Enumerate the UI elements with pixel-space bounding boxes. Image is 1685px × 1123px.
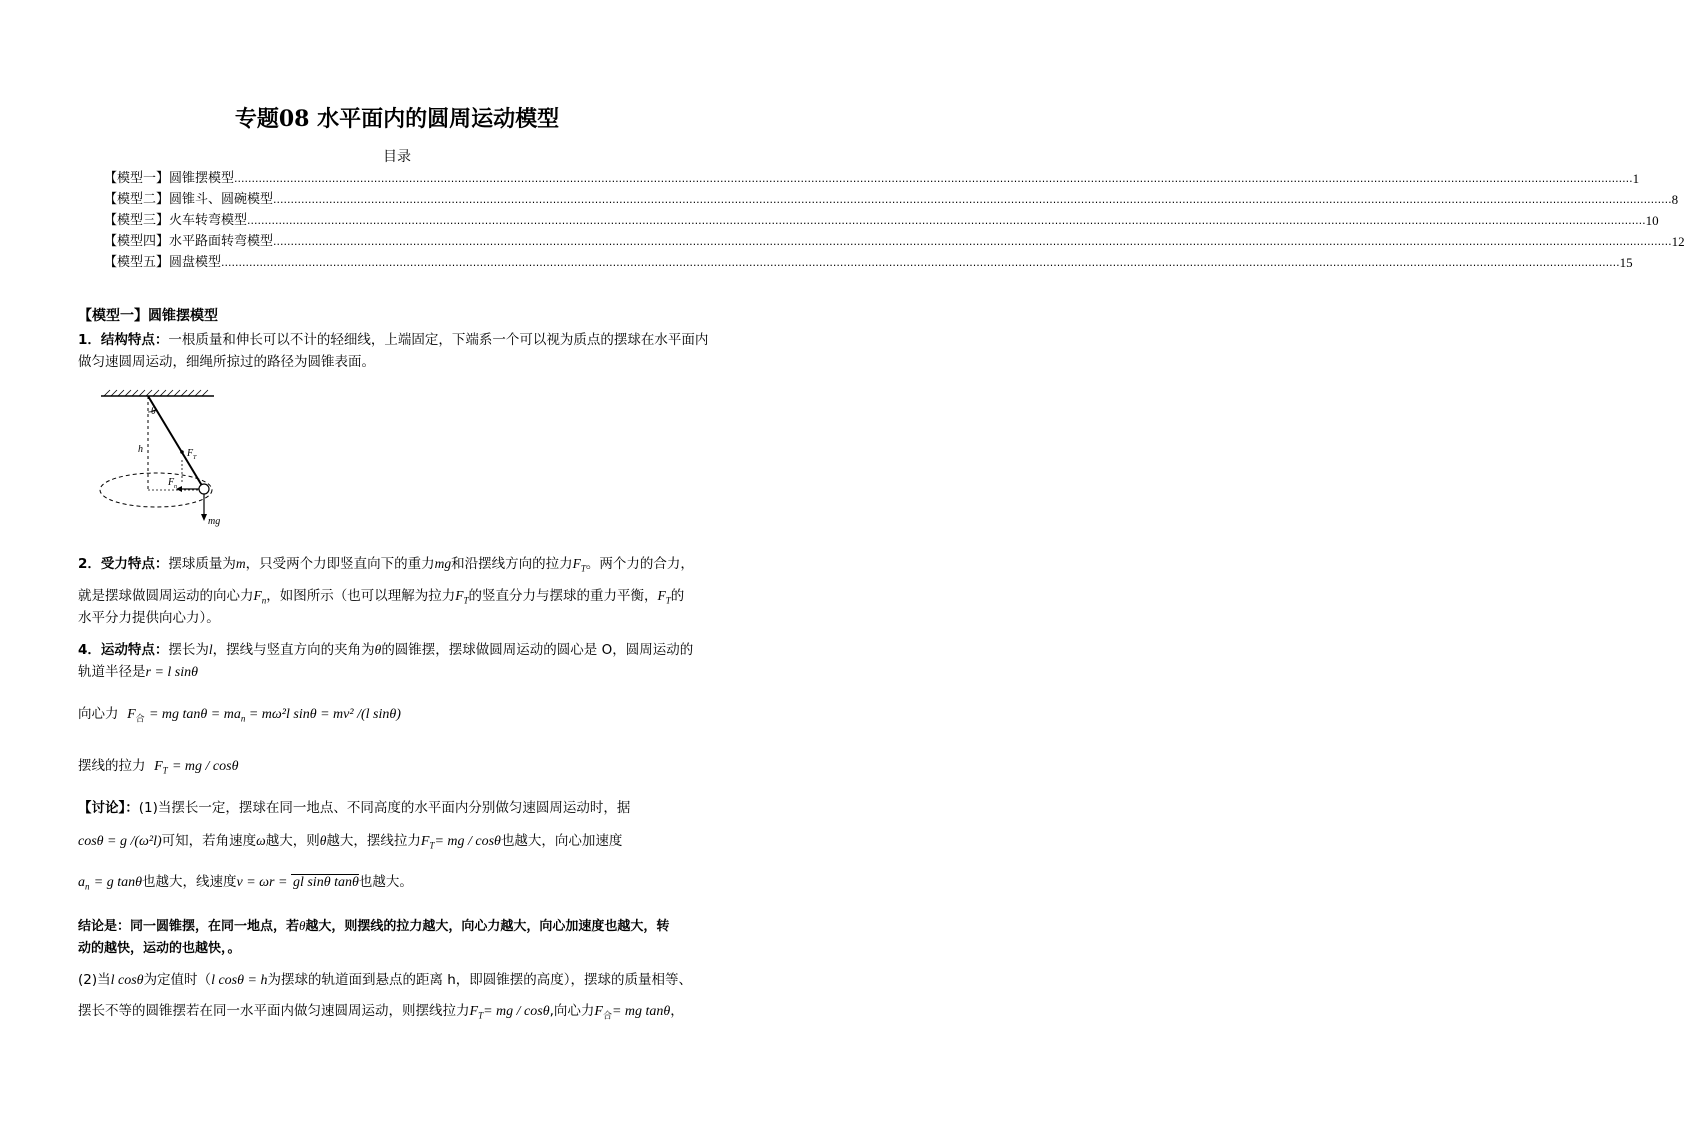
formula-cos: cosθ = g /(ω²l) — [78, 834, 162, 849]
text-span: 摆长不等的圆锥摆若在同一水平面内做匀速圆周运动，则摆线拉力 — [78, 1003, 470, 1019]
section-heading: 【模型一】圆锥摆模型 — [78, 308, 218, 324]
text-span: 摆球质量为 — [168, 556, 236, 572]
symbol-l: l — [208, 642, 213, 657]
ft-sub-label: T — [193, 455, 197, 461]
centripetal-force-line — [78, 706, 401, 728]
text-span: ， — [670, 1003, 684, 1019]
radius-formula: r = l sinθ — [145, 665, 198, 680]
discussion-line-2 — [78, 833, 622, 854]
symbol-theta: θ — [319, 833, 327, 848]
subscript: T — [580, 563, 586, 574]
paragraph-force-2 — [78, 588, 684, 609]
text-span: 也越大，线速度 — [142, 874, 237, 890]
pendulum-bob — [199, 484, 209, 494]
text-span: 。两个力的合力， — [585, 556, 694, 572]
discussion-line-3 — [78, 874, 413, 895]
text-span: 就是摆球做圆周运动的向心力 — [78, 588, 254, 604]
symbol-F: F — [127, 707, 136, 722]
subscript: n — [85, 881, 90, 892]
text-span: 越大，则摆线的拉力越大，向心力越大，向心加速度也越大，转 — [305, 919, 670, 934]
subscript: T — [162, 765, 168, 776]
formula-label: 摆线的拉力 — [78, 758, 146, 774]
toc-leader-dots: ................................................................................................................................................................................................................................................................................................................................................................................................................ — [273, 193, 1672, 206]
subscript: T — [665, 595, 671, 606]
toc-entry-label: 【模型五】圆盘模型 — [104, 255, 222, 270]
text-span: ，摆线与竖直方向的夹角为 — [212, 642, 375, 658]
paragraph-motion — [78, 642, 693, 658]
text-span: 也越大，向心加速度 — [500, 833, 623, 849]
paragraph-text-line: 做匀速圆周运动，细绳所掠过的路径为圆锥表面。 — [78, 354, 375, 370]
text-span: 和沿摆线方向的拉力 — [451, 556, 573, 572]
paragraph-lead: 2．受力特点： — [78, 556, 169, 572]
text-span: ,向心力 — [549, 1003, 595, 1019]
tension-line — [78, 758, 238, 779]
symbol-m: m — [235, 556, 246, 571]
toc-entry[interactable] — [104, 191, 1679, 209]
text-span: 为摆球的轨道面到悬点的距离 h，即圆锥摆的高度），摆球的质量相等、 — [267, 972, 693, 988]
discussion-lead: 【讨论】： — [78, 800, 139, 816]
text-span: 轨道半径是 — [78, 664, 146, 680]
discussion-2-line-2 — [78, 1003, 684, 1025]
paragraph-lead: 1．结构特点： — [78, 332, 169, 348]
paragraph-lead: 4．运动特点： — [78, 642, 169, 658]
toc-entry[interactable] — [104, 233, 1685, 251]
subscript-he: 合 — [135, 714, 145, 725]
toc-entry[interactable] — [104, 254, 1633, 272]
theta-label: θ — [151, 406, 156, 417]
symbol-ft: F — [657, 588, 666, 603]
symbol-theta: θ — [374, 642, 382, 657]
symbol-ft: F — [154, 759, 163, 774]
sqrt-expression: gl sinθ tanθ — [292, 875, 359, 890]
toc-entry-page: 1 — [1632, 171, 1640, 186]
paragraph-text: 一根质量和伸长可以不计的轻细线，上端固定，下端系一个可以视为质点的摆球在水平面内 — [168, 332, 709, 348]
subscript: T — [463, 595, 469, 606]
tension-arrow-tip — [180, 450, 184, 454]
toc-entry[interactable] — [104, 212, 1659, 230]
text-span: 摆长为 — [168, 642, 209, 658]
subscript: n — [240, 713, 246, 724]
text-span: 可知，若角速度 — [161, 833, 257, 849]
formula-lcos: l cosθ — [110, 973, 144, 988]
ceiling-hatching — [104, 390, 208, 396]
symbol-ft: F — [420, 834, 430, 849]
tension-formula: = mg / cosθ — [171, 759, 239, 774]
text-span: 越大，摆线拉力 — [326, 833, 421, 849]
text-span: 结论是：同一圆锥摆，在同一地点，若 — [78, 919, 300, 934]
toc-entry-label: 【模型一】圆锥摆模型 — [104, 171, 235, 186]
mg-label: mg — [208, 516, 221, 527]
text-span: 的圆锥摆，摆球做圆周运动的圆心是 O，圆周运动的 — [381, 642, 694, 658]
centripetal-formula-2: = mω²l sinθ = mv² /(l sinθ) — [245, 707, 401, 722]
symbol-omega: ω — [256, 833, 266, 848]
symbol-mg: mg — [434, 556, 452, 571]
fn-sub-label: n — [174, 484, 177, 490]
symbol-a: a — [78, 875, 85, 890]
h-label: h — [138, 444, 143, 455]
text-span: 也越大。 — [358, 874, 413, 890]
formula-velocity: v = ωr = — [236, 875, 291, 890]
subscript: T — [478, 1010, 484, 1021]
toc-entry-page: 12 — [1671, 234, 1685, 249]
subscript: n — [261, 595, 267, 606]
discussion-line-1 — [78, 800, 630, 816]
formula-centripetal: = mg tanθ — [611, 1004, 671, 1019]
text-span: (2)当 — [78, 972, 111, 988]
subscript-he: 合 — [602, 1011, 612, 1022]
symbol-ft: F — [455, 588, 464, 603]
text-span: 越大，则 — [265, 833, 320, 849]
ft-label: F — [187, 448, 194, 459]
symbol-F: F — [594, 1004, 603, 1019]
toc-entry-page: 8 — [1671, 192, 1679, 207]
text-span: 的 — [670, 588, 685, 604]
text-span: ，如图所示（也可以理解为拉力 — [266, 588, 456, 604]
page-title: 专题08 水平面内的圆周运动模型 — [234, 106, 560, 132]
toc-leader-dots: ................................................................................................................................................................................................................................................................................................................................................................................................................ — [221, 256, 1620, 269]
text-span: (1)当摆长一定，摆球在同一地点、不同高度的水平面内分别做匀速圆周运动时，据 — [138, 800, 631, 816]
gravity-arrowhead — [201, 514, 207, 521]
formula-acc: = g tanθ — [93, 875, 143, 890]
toc-leader-dots: ................................................................................................................................................................................................................................................................................................................................................................................................................ — [273, 235, 1672, 248]
conical-pendulum-figure — [96, 388, 246, 534]
fn-label: F — [168, 477, 175, 488]
toc-leader-dots: ................................................................................................................................................................................................................................................................................................................................................................................................................ — [234, 172, 1633, 185]
toc-entry[interactable] — [104, 170, 1640, 188]
subscript: T — [429, 840, 435, 851]
toc-entry-label: 【模型四】水平路面转弯模型 — [104, 234, 274, 249]
pendulum-diagram — [96, 388, 246, 530]
toc-entry-label: 【模型二】圆锥斗、圆碗模型 — [104, 192, 274, 207]
text-span: ，只受两个力即竖直向下的重力 — [245, 556, 435, 572]
symbol-ft: F — [572, 556, 581, 571]
conclusion-line-1 — [78, 918, 669, 935]
symbol-ft: F — [469, 1004, 479, 1019]
paragraph-force-3: 水平分力提供向心力）。 — [78, 610, 220, 626]
text-span: 为定值时（ — [143, 972, 212, 988]
toc-entry-page: 15 — [1619, 255, 1633, 270]
toc-leader-dots: ................................................................................................................................................................................................................................................................................................................................................................................................................ — [247, 214, 1646, 227]
toc-heading: 目录 — [383, 149, 411, 165]
formula-tension: = mg / cosθ — [483, 1004, 550, 1019]
centripetal-formula: = mg tanθ = ma — [148, 707, 241, 722]
symbol-theta: θ — [299, 918, 306, 933]
paragraph-motion-2 — [78, 664, 198, 681]
conclusion-line-2: 动的越快，运动的也越快，。 — [78, 941, 241, 956]
paragraph-structure — [78, 332, 708, 348]
symbol-fn: F — [253, 588, 262, 603]
discussion-2-line-1 — [78, 972, 692, 989]
toc-entry-page: 10 — [1645, 213, 1659, 228]
paragraph-force — [78, 556, 694, 577]
formula-tension: = mg / cosθ — [434, 834, 501, 849]
toc-entry-label: 【模型三】火车转弯模型 — [104, 213, 248, 228]
formula-label: 向心力 — [78, 706, 119, 722]
pendulum-string — [148, 396, 204, 489]
text-span: 的竖直分力与摆球的重力平衡， — [468, 588, 658, 604]
formula-lcos-h: l cosθ = h — [211, 973, 268, 988]
